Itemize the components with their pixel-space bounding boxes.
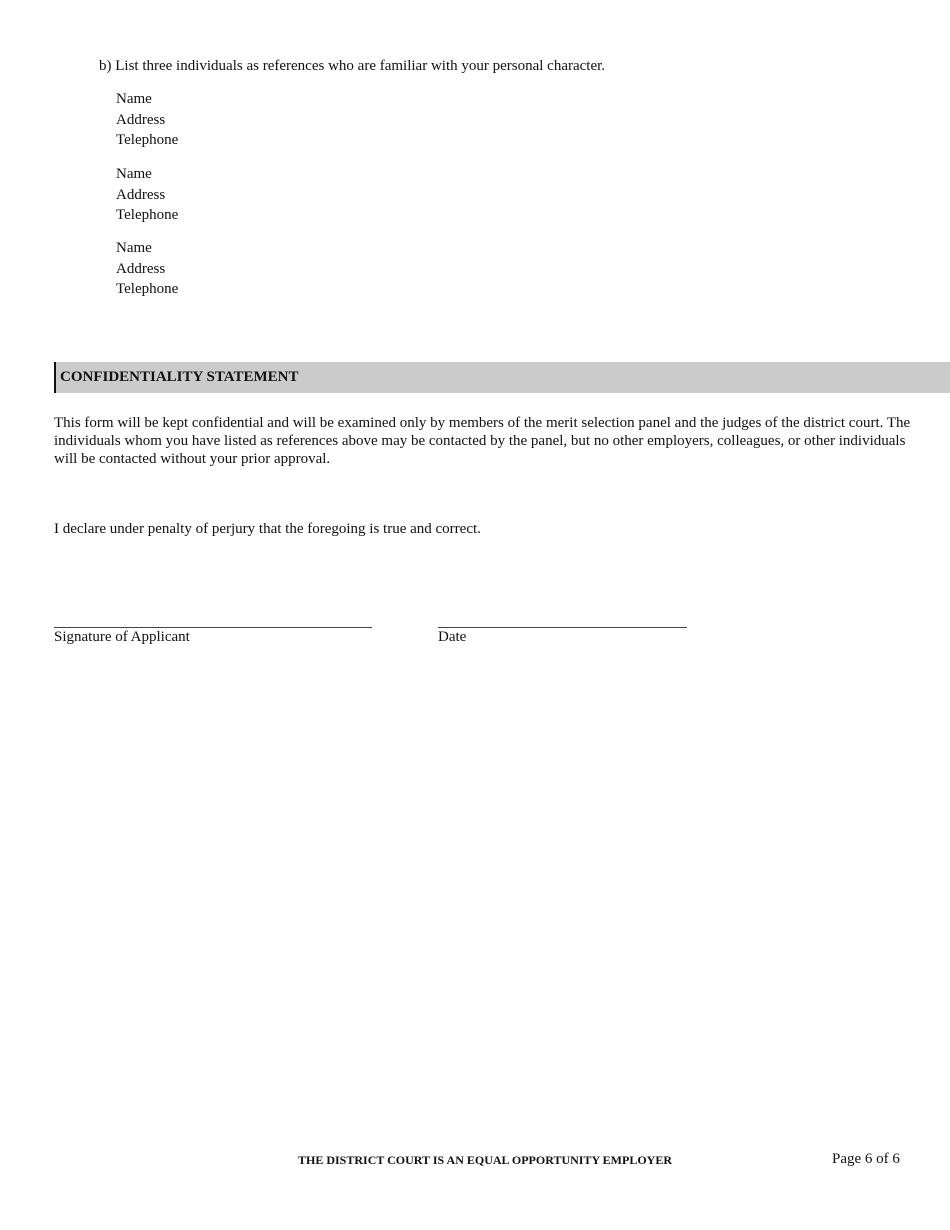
reference-address-label: Address (116, 186, 166, 203)
reference-telephone-label: Telephone (116, 132, 179, 148)
signature-line (54, 627, 372, 628)
reference-block-2 (116, 164, 178, 226)
section-title: CONFIDENTIALITY STATEMENT (60, 369, 299, 385)
perjury-declaration: I declare under penalty of perjury that the foregoing is true and correct. (54, 521, 481, 537)
reference-block-3 (116, 238, 178, 300)
reference-telephone-label: Telephone (116, 281, 179, 297)
reference-address-label: Address (116, 111, 166, 128)
reference-name-label: Name (116, 166, 152, 182)
reference-block-1 (116, 89, 178, 151)
reference-address-label: Address (116, 260, 166, 277)
date-line (438, 627, 687, 628)
page-number: Page 6 of 6 (832, 1151, 900, 1167)
confidentiality-paragraph: This form will be kept confidential and will be examined only by members of the merit selection panel and the judges of the district court. The individuals whom you have listed as references above may be contacted by the panel, but no other employers, colleagues, or other individuals will be contacted without your prior approval. (54, 415, 911, 467)
signature-label: Signature of Applicant (54, 629, 190, 645)
reference-name-label: Name (116, 91, 152, 107)
references-question: b) List three individuals as references who are familiar with your personal character. (99, 58, 606, 74)
reference-telephone-label: Telephone (116, 207, 179, 223)
confidentiality-section-header (54, 362, 950, 393)
equal-opportunity-footer: THE DISTRICT COURT IS AN EQUAL OPPORTUNITY EMPLOYER (298, 1153, 673, 1167)
date-label: Date (438, 629, 467, 645)
reference-name-label: Name (116, 240, 152, 256)
